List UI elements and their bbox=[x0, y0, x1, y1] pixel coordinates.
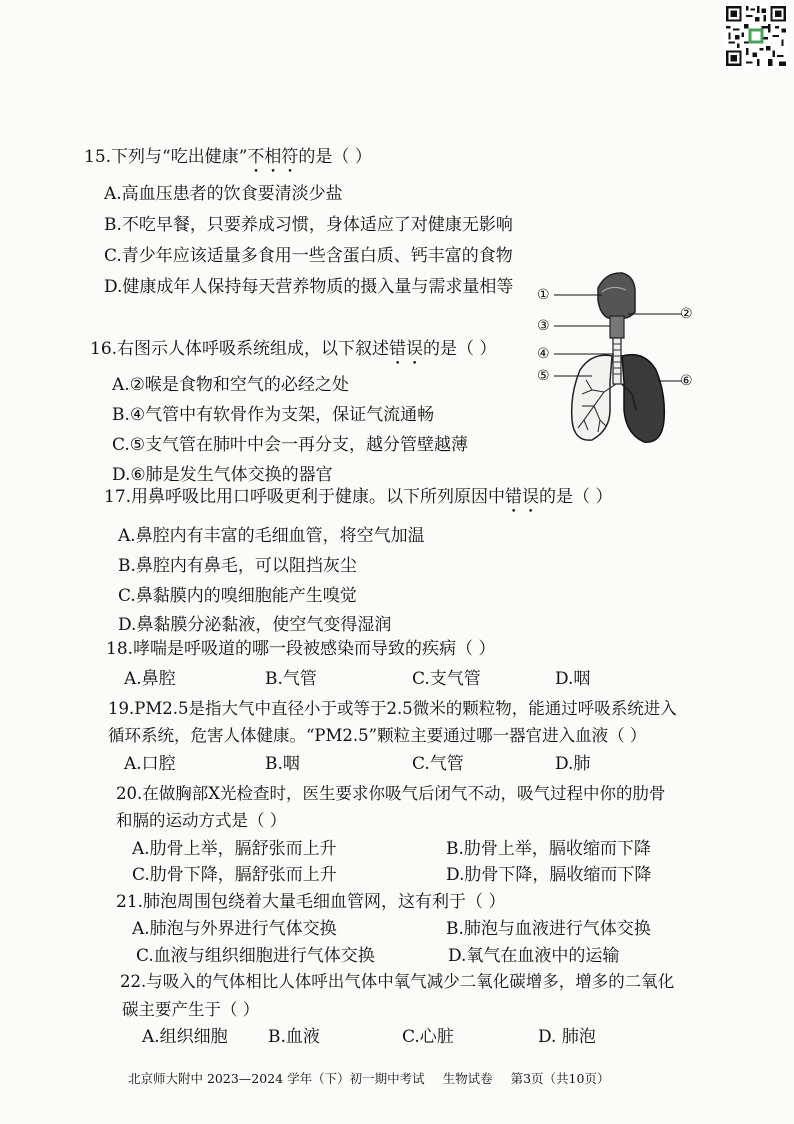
question-16-option-c: C.⑤支气管在肺叶中会一再分支，越分管壁越薄 bbox=[112, 435, 469, 455]
question-21-option-b: B.肺泡与血液进行气体交换 bbox=[446, 919, 651, 939]
question-16-stem: 16.右图示人体呼吸系统组成，以下叙述错误的是（ ） bbox=[90, 339, 497, 359]
diagram-marker-5: ⑤ bbox=[537, 368, 550, 384]
question-18-stem: 18.哮喘是呼吸道的哪一段被感染而导致的疾病（ ） bbox=[106, 639, 496, 659]
question-17-option-a: A.鼻腔内有丰富的毛细血管，将空气加温 bbox=[118, 526, 425, 546]
question-22-option-b: B.血液 bbox=[268, 1027, 320, 1047]
diagram-marker-3: ③ bbox=[537, 318, 550, 334]
question-21-stem: 21.肺泡周围包绕着大量毛细血管网，这有利于（ ） bbox=[116, 892, 506, 912]
question-19-stem-line1: 19.PM2.5是指大气中直径小于或等于2.5微米的颗粒物，能通过呼吸系统进入 bbox=[108, 699, 677, 718]
diagram-marker-2: ② bbox=[680, 306, 693, 322]
question-18-option-c: C.支气管 bbox=[412, 669, 481, 689]
question-16-option-d: D.⑥肺是发生气体交换的器官 bbox=[112, 465, 333, 485]
question-17-stem: 17.用鼻呼吸比用口呼吸更利于健康。以下所列原因中错误的是（ ） bbox=[104, 487, 613, 507]
footer-school: 北京师大附中 2023—2024 学年（下）初一期中考试 bbox=[128, 1071, 425, 1086]
question-18-option-a: A.鼻腔 bbox=[124, 669, 176, 689]
question-22-option-a: A.组织细胞 bbox=[142, 1027, 228, 1047]
page-footer bbox=[128, 1069, 627, 1087]
question-20-option-c: C.肋骨下降，膈舒张而上升 bbox=[132, 865, 337, 885]
question-22-stem-line2: 碳主要产生于（ ） bbox=[122, 1000, 260, 1019]
question-15-option-d: D.健康成年人保持每天营养物质的摄入量与需求量相等 bbox=[104, 277, 514, 297]
question-22-stem-line1: 22.与吸入的气体相比人体呼出气体中氧气减少二氧化碳增多，增多的二氧化 bbox=[120, 972, 675, 991]
diagram-marker-4: ④ bbox=[537, 346, 550, 362]
question-18-option-d: D.咽 bbox=[555, 669, 591, 689]
question-16-option-a: A.②喉是食物和空气的必经之处 bbox=[112, 375, 349, 395]
diagram-marker-1: ① bbox=[537, 287, 550, 303]
question-22-option-c: C.心脏 bbox=[402, 1027, 454, 1047]
question-15-option-b: B.不吃早餐，只要养成习惯，身体适应了对健康无影响 bbox=[104, 215, 513, 235]
question-17-option-b: B.鼻腔内有鼻毛，可以阻挡灰尘 bbox=[118, 556, 357, 576]
question-19-option-a: A.口腔 bbox=[124, 754, 176, 774]
footer-page-number: 第3页（共10页） bbox=[510, 1071, 610, 1086]
question-18-option-b: B.气管 bbox=[265, 669, 317, 689]
footer-subject: 生物试卷 bbox=[442, 1071, 493, 1086]
question-15-option-a: A.高血压患者的饮食要清淡少盐 bbox=[104, 184, 343, 204]
question-20-option-b: B.肋骨上举，膈收缩而下降 bbox=[446, 839, 651, 859]
question-15-stem: 15.下列与“吃出健康”不相符的是（ ） bbox=[84, 147, 372, 167]
question-16-option-b: B.④气管中有软骨作为支架，保证气流通畅 bbox=[112, 405, 435, 425]
question-20-stem-line1: 20.在做胸部X光检查时，医生要求你吸气后闭气不动，吸气过程中你的肋骨 bbox=[116, 784, 666, 803]
question-20-stem-line2: 和膈的运动方式是（ ） bbox=[116, 811, 287, 830]
qr-code-icon bbox=[724, 4, 788, 68]
question-19-stem-line2: 循环系统，危害人体健康。“PM2.5”颗粒主要通过哪一器官进入血液（ ） bbox=[108, 726, 647, 745]
question-19-option-d: D.肺 bbox=[555, 754, 591, 774]
question-22-option-d: D. 肺泡 bbox=[538, 1027, 596, 1047]
question-20-option-d: D.肋骨下降，膈收缩而下降 bbox=[446, 865, 652, 885]
question-17-option-c: C.鼻黏膜内的嗅细胞能产生嗅觉 bbox=[118, 586, 357, 606]
question-21-option-c: C.血液与组织细胞进行气体交换 bbox=[136, 946, 375, 966]
respiratory-system-diagram bbox=[536, 270, 708, 468]
question-21-option-a: A.肺泡与外界进行气体交换 bbox=[132, 919, 337, 939]
question-19-option-b: B.咽 bbox=[265, 754, 300, 774]
question-21-option-d: D.氧气在血液中的运输 bbox=[448, 946, 620, 966]
diagram-marker-6: ⑥ bbox=[680, 373, 693, 389]
question-19-option-c: C.气管 bbox=[412, 754, 464, 774]
question-20-option-a: A.肋骨上举，膈舒张而上升 bbox=[132, 839, 337, 859]
question-15-option-c: C.青少年应该适量多食用一些含蛋白质、钙丰富的食物 bbox=[104, 246, 513, 266]
question-17-option-d: D.鼻黏膜分泌黏液，使空气变得湿润 bbox=[118, 615, 392, 635]
